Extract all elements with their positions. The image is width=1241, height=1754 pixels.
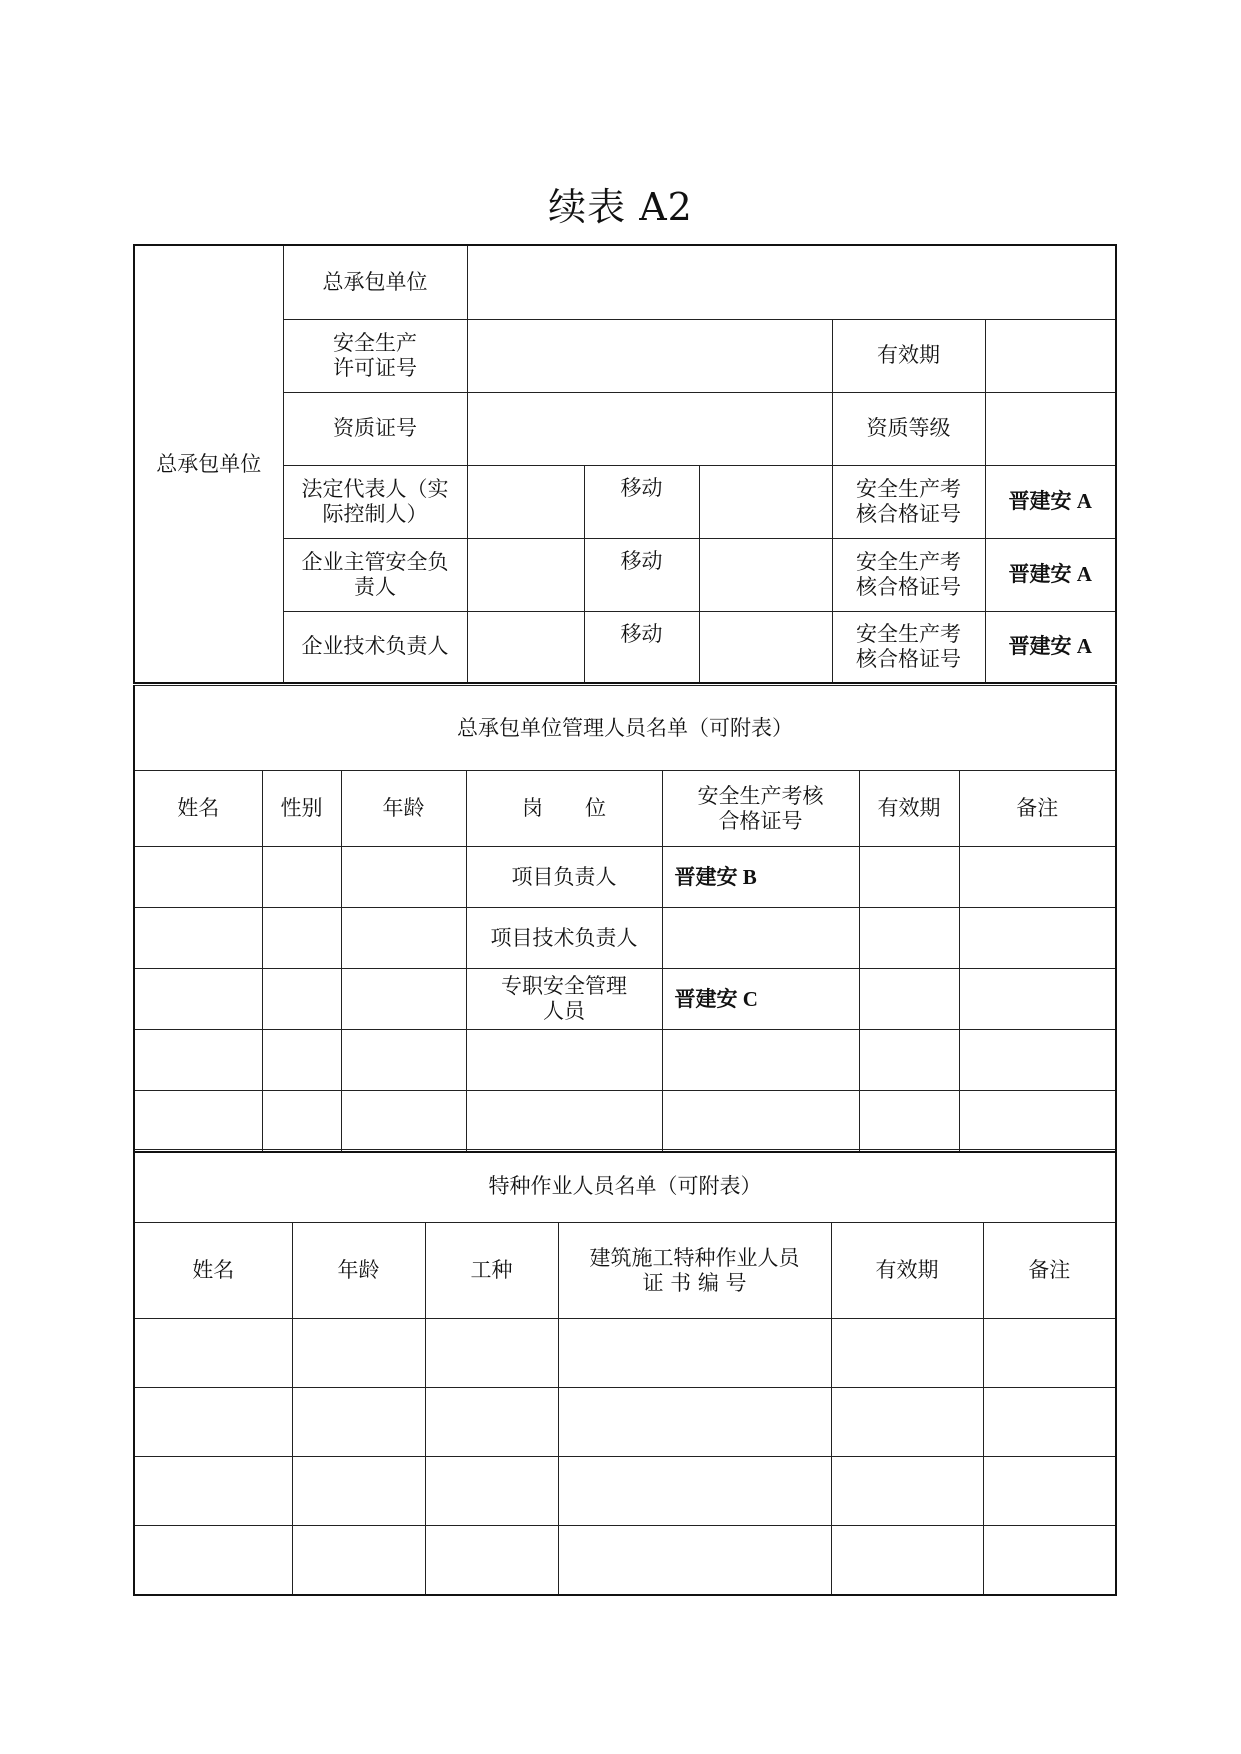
management-heading: 总承包单位管理人员名单（可附表） bbox=[134, 686, 1116, 771]
tech-head-label: 企业技术负责人 bbox=[283, 611, 467, 683]
table-row bbox=[134, 969, 1116, 1030]
cell-validity[interactable] bbox=[859, 908, 959, 969]
cell-age[interactable] bbox=[292, 1319, 425, 1388]
cell-age[interactable] bbox=[341, 847, 466, 908]
cell-trade[interactable] bbox=[425, 1526, 558, 1595]
cell-remark[interactable] bbox=[983, 1319, 1116, 1388]
header-age: 年龄 bbox=[341, 771, 466, 847]
table-row bbox=[134, 1030, 1116, 1091]
legal-rep-mobile-value[interactable] bbox=[699, 465, 832, 538]
table-row bbox=[134, 908, 1116, 969]
table-row bbox=[134, 1319, 1116, 1388]
cell-age[interactable] bbox=[292, 1526, 425, 1595]
qual-label: 资质证号 bbox=[283, 392, 467, 465]
cell-name[interactable] bbox=[134, 1319, 292, 1388]
header-name: 姓名 bbox=[134, 771, 262, 847]
cell-trade[interactable] bbox=[425, 1319, 558, 1388]
cell-name[interactable] bbox=[134, 847, 262, 908]
safety-head-mobile-value[interactable] bbox=[699, 538, 832, 611]
cell-validity[interactable] bbox=[859, 847, 959, 908]
validity-label: 有效期 bbox=[832, 319, 985, 392]
cell-age[interactable] bbox=[292, 1457, 425, 1526]
safety-head-value[interactable] bbox=[467, 538, 584, 611]
header-cert: 安全生产考核 合格证号 bbox=[662, 771, 859, 847]
cell-gender[interactable] bbox=[262, 969, 341, 1030]
cell-remark[interactable] bbox=[959, 969, 1116, 1030]
safety-head-label: 企业主管安全负 责人 bbox=[283, 538, 467, 611]
cell-validity[interactable] bbox=[831, 1388, 983, 1457]
table-row bbox=[134, 847, 1116, 908]
cell-age[interactable] bbox=[292, 1388, 425, 1457]
qual-value[interactable] bbox=[467, 392, 832, 465]
cell-cert bbox=[662, 908, 859, 969]
header-validity: 有效期 bbox=[831, 1223, 983, 1319]
cell-remark[interactable] bbox=[959, 1030, 1116, 1091]
qual-grade-value[interactable] bbox=[985, 392, 1116, 465]
header-remark: 备注 bbox=[983, 1223, 1116, 1319]
header-remark: 备注 bbox=[959, 771, 1116, 847]
cell-name[interactable] bbox=[134, 1030, 262, 1091]
safety-head-cert-label: 安全生产考 核合格证号 bbox=[832, 538, 985, 611]
cell-gender[interactable] bbox=[262, 1091, 341, 1152]
cell-trade[interactable] bbox=[425, 1457, 558, 1526]
cell-name[interactable] bbox=[134, 1457, 292, 1526]
table-row bbox=[134, 1526, 1116, 1595]
tech-head-mobile-label: 移动 bbox=[584, 611, 699, 683]
unit-value[interactable] bbox=[467, 245, 1116, 319]
cell-age[interactable] bbox=[341, 969, 466, 1030]
table-row bbox=[134, 1091, 1116, 1152]
header-validity: 有效期 bbox=[859, 771, 959, 847]
tech-head-value[interactable] bbox=[467, 611, 584, 683]
safety-head-cert-value: 晋建安 A bbox=[985, 538, 1116, 611]
legal-rep-cert-label: 安全生产考 核合格证号 bbox=[832, 465, 985, 538]
tech-head-mobile-value[interactable] bbox=[699, 611, 832, 683]
tech-head-cert-value: 晋建安 A bbox=[985, 611, 1116, 683]
cell-cert-no[interactable] bbox=[558, 1526, 831, 1595]
cell-cert-no[interactable] bbox=[558, 1388, 831, 1457]
cell-name[interactable] bbox=[134, 1091, 262, 1152]
cell-validity[interactable] bbox=[831, 1457, 983, 1526]
cell-gender[interactable] bbox=[262, 847, 341, 908]
cell-age[interactable] bbox=[341, 908, 466, 969]
special-header-row bbox=[134, 1223, 1116, 1319]
cell-remark[interactable] bbox=[983, 1457, 1116, 1526]
table-row bbox=[134, 1457, 1116, 1526]
tech-head-cert-label: 安全生产考 核合格证号 bbox=[832, 611, 985, 683]
table-row bbox=[134, 1388, 1116, 1457]
cell-age[interactable] bbox=[341, 1091, 466, 1152]
header-gender: 性别 bbox=[262, 771, 341, 847]
cell-validity[interactable] bbox=[831, 1526, 983, 1595]
cell-remark[interactable] bbox=[983, 1526, 1116, 1595]
cell-gender[interactable] bbox=[262, 1030, 341, 1091]
license-value[interactable] bbox=[467, 319, 832, 392]
cell-cert: 晋建安 C bbox=[662, 969, 859, 1030]
cell-gender[interactable] bbox=[262, 908, 341, 969]
cell-remark[interactable] bbox=[959, 847, 1116, 908]
validity-value[interactable] bbox=[985, 319, 1116, 392]
cell-cert-no[interactable] bbox=[558, 1319, 831, 1388]
header-name: 姓名 bbox=[134, 1223, 292, 1319]
header-age: 年龄 bbox=[292, 1223, 425, 1319]
legal-rep-value[interactable] bbox=[467, 465, 584, 538]
cell-remark[interactable] bbox=[983, 1388, 1116, 1457]
cell-post bbox=[466, 1091, 662, 1152]
legal-rep-label: 法定代表人（实 际控制人） bbox=[283, 465, 467, 538]
cell-validity[interactable] bbox=[859, 969, 959, 1030]
legal-rep-mobile-label: 移动 bbox=[584, 465, 699, 538]
general-contractor-table bbox=[133, 244, 1117, 684]
unit-label: 总承包单位 bbox=[283, 245, 467, 319]
header-trade: 工种 bbox=[425, 1223, 558, 1319]
qual-grade-label: 资质等级 bbox=[832, 392, 985, 465]
management-header-row bbox=[134, 771, 1116, 847]
cell-validity[interactable] bbox=[831, 1319, 983, 1388]
cell-cert bbox=[662, 1030, 859, 1091]
cell-trade[interactable] bbox=[425, 1388, 558, 1457]
special-heading: 特种作业人员名单（可附表） bbox=[134, 1150, 1116, 1223]
safety-head-mobile-label: 移动 bbox=[584, 538, 699, 611]
management-staff-table bbox=[133, 685, 1117, 1153]
cell-name[interactable] bbox=[134, 1388, 292, 1457]
cell-post: 项目负责人 bbox=[466, 847, 662, 908]
legal-rep-cert-value: 晋建安 A bbox=[985, 465, 1116, 538]
header-post: 岗 位 bbox=[466, 771, 662, 847]
cell-cert bbox=[662, 1091, 859, 1152]
cell-validity[interactable] bbox=[859, 1030, 959, 1091]
side-label: 总承包单位 bbox=[134, 245, 283, 683]
cell-age[interactable] bbox=[341, 1030, 466, 1091]
special-workers-table bbox=[133, 1149, 1117, 1596]
cell-name[interactable] bbox=[134, 908, 262, 969]
cell-validity[interactable] bbox=[859, 1091, 959, 1152]
cell-post: 项目技术负责人 bbox=[466, 908, 662, 969]
cell-name[interactable] bbox=[134, 969, 262, 1030]
cell-cert-no[interactable] bbox=[558, 1457, 831, 1526]
license-label: 安全生产 许可证号 bbox=[283, 319, 467, 392]
cell-name[interactable] bbox=[134, 1526, 292, 1595]
header-cert-no: 建筑施工特种作业人员 证 书 编 号 bbox=[558, 1223, 831, 1319]
cell-post: 专职安全管理 人员 bbox=[466, 969, 662, 1030]
cell-post bbox=[466, 1030, 662, 1091]
page-title: 续表 A2 bbox=[548, 185, 693, 229]
cell-cert: 晋建安 B bbox=[662, 847, 859, 908]
cell-remark[interactable] bbox=[959, 1091, 1116, 1152]
cell-remark[interactable] bbox=[959, 908, 1116, 969]
